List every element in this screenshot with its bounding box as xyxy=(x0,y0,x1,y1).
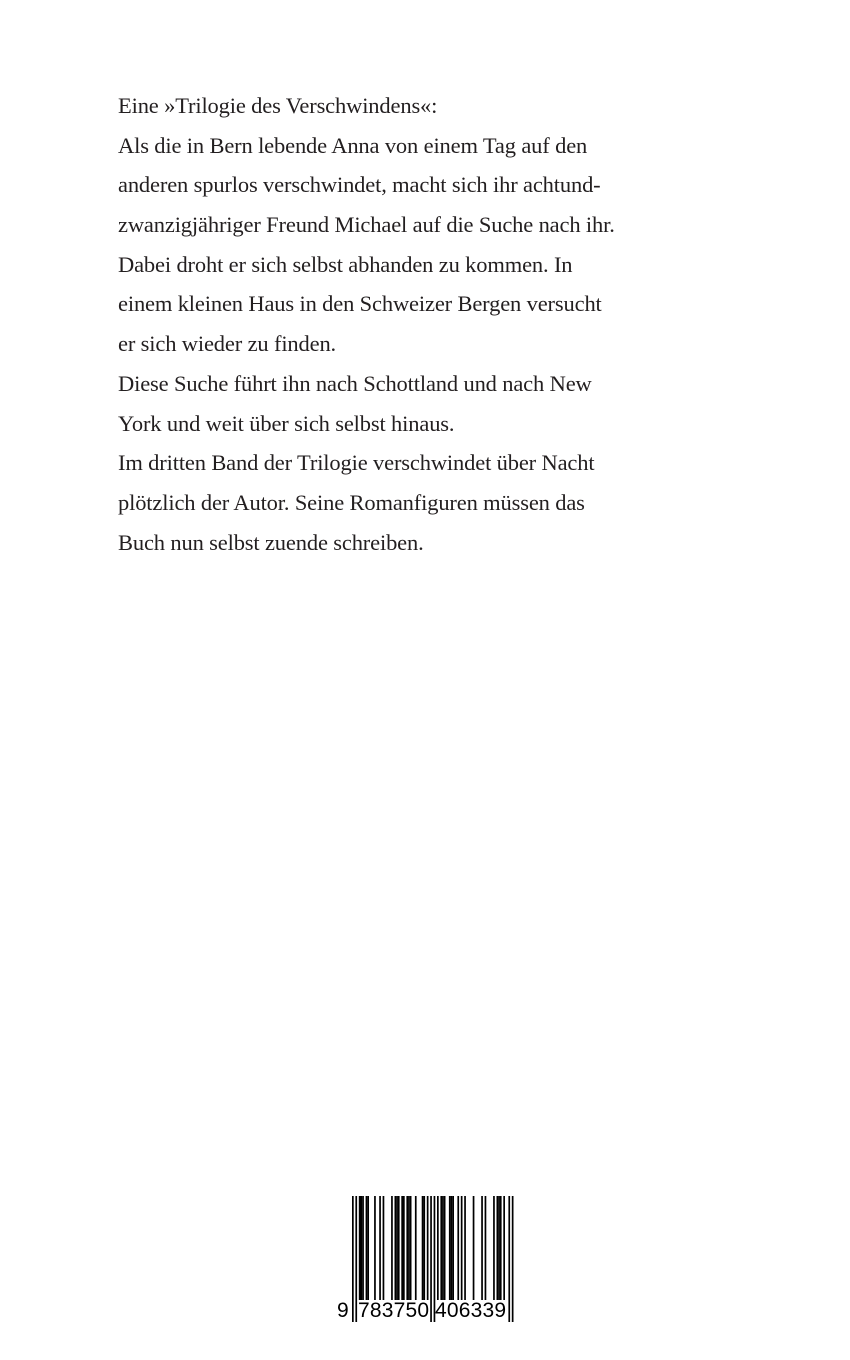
barcode-bar xyxy=(473,1196,475,1300)
barcode-bar xyxy=(449,1196,451,1300)
barcode-bar xyxy=(383,1196,385,1300)
barcode-bar xyxy=(503,1196,505,1300)
barcode-bar xyxy=(437,1196,439,1300)
barcode-bar xyxy=(481,1196,483,1300)
barcode-bar xyxy=(398,1196,400,1300)
barcode-bar xyxy=(497,1196,499,1300)
barcode-bar xyxy=(395,1196,397,1300)
blurb-line: Dabei droht er sich selbst abhanden zu kommen. In xyxy=(118,251,573,277)
barcode-bar xyxy=(415,1196,417,1300)
blurb-line: Buch nun selbst zuende schreiben. xyxy=(118,529,424,555)
blurb-line: Diese Suche führt ihn nach Schottland und nach New xyxy=(118,370,592,396)
barcode-bar xyxy=(361,1196,363,1300)
barcode-bar xyxy=(355,1196,357,1322)
back-cover-blurb xyxy=(118,86,615,562)
barcode-bar xyxy=(396,1196,398,1300)
barcode-bar xyxy=(512,1196,514,1322)
barcode-bar xyxy=(406,1196,408,1300)
barcode-bar xyxy=(461,1196,463,1300)
blurb-line: anderen spurlos verschwindet, macht sich ihr achtund- xyxy=(118,172,601,198)
barcode-bar xyxy=(391,1196,393,1300)
barcode-bar xyxy=(403,1196,405,1300)
barcode-bar xyxy=(408,1196,410,1300)
blurb-line: zwanzigjähriger Freund Michael auf die Suche nach ihr. xyxy=(118,212,615,238)
barcode-bar xyxy=(457,1196,459,1300)
barcode-bar xyxy=(359,1196,361,1300)
blurb-line: York und weit über sich selbst hinaus. xyxy=(118,410,455,436)
barcode-bar xyxy=(440,1196,442,1300)
barcode-bar xyxy=(374,1196,376,1300)
barcode-bar xyxy=(423,1196,425,1300)
blurb-line: Im dritten Band der Trilogie verschwindet über Nacht xyxy=(118,450,595,476)
barcode-bar xyxy=(367,1196,369,1300)
barcode-left-digits: 783750 xyxy=(358,1299,430,1322)
barcode-bar xyxy=(498,1196,500,1300)
barcode-bar xyxy=(379,1196,381,1300)
barcode-bar xyxy=(366,1196,368,1300)
barcode-bar xyxy=(451,1196,453,1300)
barcode-bar xyxy=(485,1196,487,1300)
barcode-first-digit: 9 xyxy=(337,1299,349,1322)
barcode-bar xyxy=(442,1196,444,1300)
barcode-bar xyxy=(430,1196,432,1322)
blurb-line: Als die in Bern lebende Anna von einem Tag auf den xyxy=(118,132,588,158)
barcode-bar xyxy=(444,1196,446,1300)
blurb-line: er sich wieder zu finden. xyxy=(118,331,337,357)
blurb-line: einem kleinen Haus in den Schweizer Bergen versucht xyxy=(118,291,602,317)
barcode-bar xyxy=(500,1196,502,1300)
barcode-bar xyxy=(452,1196,454,1300)
barcode-bar xyxy=(464,1196,466,1300)
barcode-bar xyxy=(493,1196,495,1300)
barcode-bar xyxy=(427,1196,429,1300)
barcode-bar xyxy=(401,1196,403,1300)
barcode-bar xyxy=(352,1196,354,1322)
blurb-line: Eine »Trilogie des Verschwindens«: xyxy=(118,93,438,118)
barcode-bar xyxy=(410,1196,412,1300)
barcode-right-digits: 406339 xyxy=(435,1299,507,1322)
blurb-line: plötzlich der Autor. Seine Romanfiguren müssen das xyxy=(118,489,585,515)
barcode-bar xyxy=(508,1196,510,1322)
barcode-bar xyxy=(362,1196,364,1300)
barcode-bar xyxy=(422,1196,424,1300)
